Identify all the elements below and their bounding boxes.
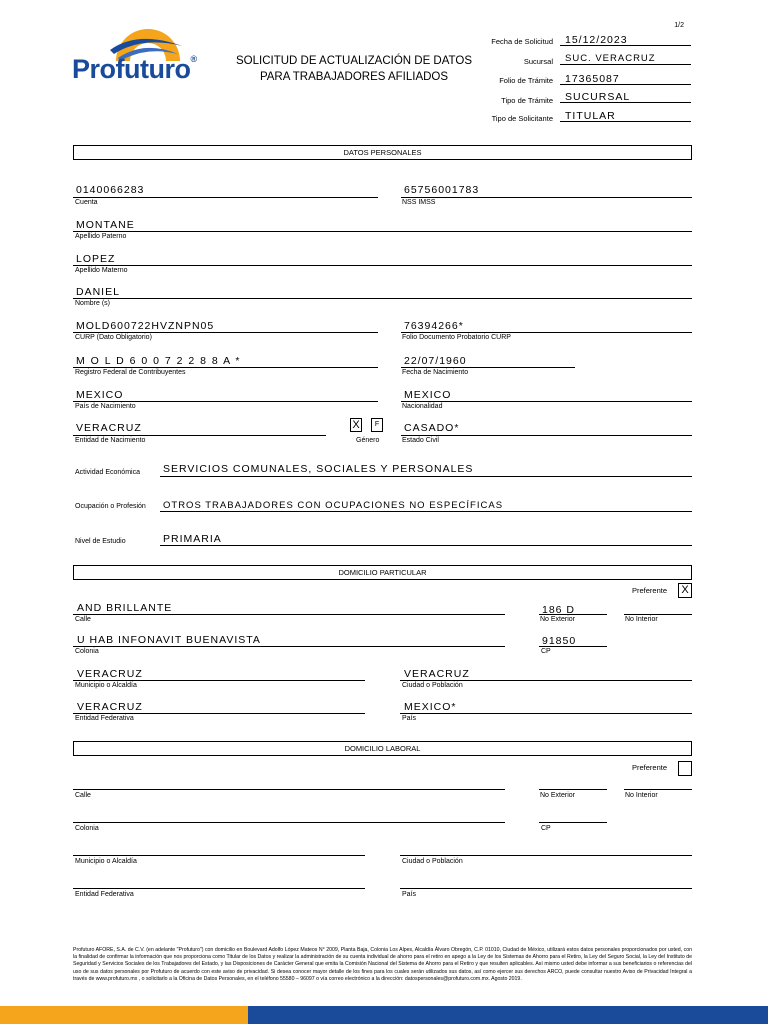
no-exterior-laboral-line xyxy=(539,789,607,790)
folio-tramite-line xyxy=(560,84,691,85)
no-interior-laboral-line xyxy=(624,789,692,790)
actividad-economica-label: Actividad Económica xyxy=(75,469,140,476)
curp-line xyxy=(73,332,378,333)
preferente-particular-checkbox[interactable]: X xyxy=(678,583,692,598)
sucursal-line xyxy=(560,64,691,65)
ciudad-particular-line xyxy=(400,680,692,681)
registered-mark: ® xyxy=(190,54,197,64)
cuenta-line xyxy=(73,197,378,198)
preferente-laboral-label: Preferente xyxy=(632,763,668,772)
ciudad-laboral-label: Ciudad o Población xyxy=(402,858,463,865)
nombre-label: Nombre (s) xyxy=(75,300,111,307)
entidad-nacimiento-label: Entidad de Nacimiento xyxy=(75,437,146,444)
apellido-paterno-value[interactable]: MONTANE xyxy=(76,219,135,231)
fecha-nacimiento-value[interactable]: 22/07/1960 xyxy=(404,355,467,367)
pais-particular-line xyxy=(400,713,692,714)
ocupacion-line xyxy=(160,511,692,512)
entidad-laboral-line xyxy=(73,888,365,889)
cp-particular-label: CP xyxy=(541,648,551,655)
section-domicilio-particular: DOMICILIO PARTICULAR xyxy=(73,565,692,580)
cp-laboral-line xyxy=(539,822,607,823)
colonia-particular-line xyxy=(73,646,505,647)
nacionalidad-line xyxy=(401,401,692,402)
fecha-solicitud-line xyxy=(560,45,691,46)
nivel-estudio-line xyxy=(160,545,692,546)
nss-value[interactable]: 65756001783 xyxy=(404,184,480,196)
genero-f-checkbox[interactable]: F xyxy=(371,418,383,432)
apellido-paterno-line xyxy=(73,231,692,232)
rfc-line xyxy=(73,367,378,368)
folio-curp-line xyxy=(401,332,692,333)
pais-particular-value[interactable]: MEXICO* xyxy=(404,701,457,713)
calle-particular-label: Calle xyxy=(75,616,91,623)
ciudad-laboral-line xyxy=(400,855,692,856)
calle-laboral-line xyxy=(73,789,505,790)
nombre-line xyxy=(73,298,692,299)
nss-line xyxy=(401,197,692,198)
folio-tramite-label: Folio de Trámite xyxy=(499,76,553,85)
folio-curp-value[interactable]: 76394266* xyxy=(404,320,464,332)
preferente-particular-label: Preferente xyxy=(632,586,668,595)
nacionalidad-label: Nacionalidad xyxy=(402,403,443,410)
entidad-particular-value[interactable]: VERACRUZ xyxy=(77,701,143,713)
pais-particular-label: País xyxy=(402,715,417,722)
actividad-economica-value[interactable]: SERVICIOS COMUNALES, SOCIALES Y PERSONALES xyxy=(163,463,474,475)
nivel-estudio-value[interactable]: PRIMARIA xyxy=(163,533,222,545)
no-interior-laboral-label: No Interior xyxy=(625,792,658,799)
genero-label: Género xyxy=(356,437,380,444)
ocupacion-label: Ocupación o Profesión xyxy=(75,503,146,510)
tipo-tramite-line xyxy=(560,102,691,103)
no-exterior-laboral-label: No Exterior xyxy=(540,792,576,799)
fecha-nacimiento-line xyxy=(401,367,575,368)
footer-bar-blue xyxy=(248,1006,768,1024)
folio-tramite-value[interactable]: 17365087 xyxy=(565,73,620,85)
municipio-particular-label: Municipio o Alcaldía xyxy=(75,682,137,689)
nombre-value[interactable]: DANIEL xyxy=(76,286,120,298)
rfc-value[interactable]: M O L D 6 0 0 7 2 2 8 8 A * xyxy=(76,355,242,367)
section-datos-personales: DATOS PERSONALES xyxy=(73,145,692,160)
rfc-label: Registro Federal de Contribuyentes xyxy=(75,369,186,376)
pais-laboral-label: País xyxy=(402,891,417,898)
privacy-notice: Profuturo AFORE, S.A. de C.V. (en adelante "Profuturo") con domicilio en Boulevard Adolfo López Mateos N° 2009, Planta Baja, Colonia Los Alpes, Alcaldía Álvaro Obregón, C.P. 01010, Ciudad de México, utilizará estos datos personales proporcionados por usted, con la finalidad de confirmar la información que nos proporciona como Titular de los Datos y realizar la administración de su cuenta individual de ahorro para el retiro en apego a la Ley de los Sistemas de Ahorro para el Retiro, la Ley del Seguro Social, la Ley del Instituto de Seguridad y Servicios Sociales de los Trabajadores del Estado, y las Disposiciones de Carácter General que emita la Comisión Nacional del Sistema de Ahorro para el Retiro y que resulten aplicables. Así mismo usted debe informar a sus beneficiarios o referencias del uso de sus datos personales por Profuturo de acuerdo con este aviso de privacidad. Si desea conocer mayor detalle de los fines para los cuales serán utilizados sus datos, así como ejercer sus derechos ARCO, puede consultar nuestro Aviso de Privacidad Integral a través de www.profuturo.mx , o solicitarlo a la Oficina de Datos Personales, en el teléfono 55580 – 96097 o vía correo electrónico a la dirección: datospersonales@profuturo.com.mx. Agosto 2019. xyxy=(73,947,692,982)
cp-particular-value[interactable]: 91850 xyxy=(542,635,577,647)
tipo-solicitante-value[interactable]: TITULAR xyxy=(565,110,616,122)
pais-nacimiento-line xyxy=(73,401,378,402)
pais-laboral-line xyxy=(400,888,692,889)
estado-civil-value[interactable]: CASADO* xyxy=(404,422,460,434)
municipio-particular-line xyxy=(73,680,365,681)
apellido-materno-label: Apellido Materno xyxy=(75,267,128,274)
actividad-economica-line xyxy=(160,476,692,477)
no-exterior-particular-line xyxy=(539,614,607,615)
no-exterior-particular-value[interactable]: 186 D xyxy=(542,604,576,616)
entidad-laboral-label: Entidad Federativa xyxy=(75,891,134,898)
folio-curp-label: Folio Documento Probatorio CURP xyxy=(402,334,511,341)
footer-bar-orange xyxy=(0,1006,248,1024)
cp-laboral-label: CP xyxy=(541,825,551,832)
page-number: 1/2 xyxy=(674,22,684,29)
title-line-1: SOLICITUD DE ACTUALIZACIÓN DE DATOS xyxy=(235,55,472,67)
cp-particular-line xyxy=(539,646,607,647)
apellido-materno-value[interactable]: LOPEZ xyxy=(76,253,116,265)
form-title xyxy=(228,53,480,85)
entidad-nacimiento-value[interactable]: VERACRUZ xyxy=(76,422,142,434)
sucursal-label: Sucursal xyxy=(523,57,553,66)
tipo-solicitante-line xyxy=(560,121,691,122)
tipo-tramite-label: Tipo de Trámite xyxy=(501,96,553,105)
estado-civil-line xyxy=(401,435,692,436)
ciudad-particular-value[interactable]: VERACRUZ xyxy=(404,668,470,680)
cuenta-label: Cuenta xyxy=(75,199,98,206)
ciudad-particular-label: Ciudad o Población xyxy=(402,682,463,689)
curp-label: CURP (Dato Obligatorio) xyxy=(75,334,152,341)
curp-value[interactable]: MOLD600722HVZNPN05 xyxy=(76,320,215,332)
municipio-particular-value[interactable]: VERACRUZ xyxy=(77,668,143,680)
calle-particular-line xyxy=(73,614,505,615)
nss-label: NSS IMSS xyxy=(402,199,436,206)
entidad-particular-label: Entidad Federativa xyxy=(75,715,134,722)
municipio-laboral-line xyxy=(73,855,365,856)
entidad-nacimiento-line xyxy=(73,435,326,436)
title-line-2: PARA TRABAJADORES AFILIADOS xyxy=(259,71,449,83)
sucursal-value[interactable]: SUC. VERACRUZ xyxy=(565,53,656,64)
nacionalidad-value[interactable]: MEXICO xyxy=(404,389,452,401)
colonia-laboral-label: Colonia xyxy=(75,825,99,832)
brand-name xyxy=(72,54,197,85)
brand-text: Profuturo xyxy=(72,54,191,84)
estado-civil-label: Estado Civil xyxy=(402,437,439,444)
apellido-materno-line xyxy=(73,265,692,266)
pais-nacimiento-value[interactable]: MEXICO xyxy=(76,389,124,401)
calle-laboral-label: Calle xyxy=(75,792,91,799)
fecha-solicitud-label: Fecha de Solicitud xyxy=(491,37,553,46)
preferente-laboral-checkbox[interactable] xyxy=(678,761,692,776)
fecha-solicitud-value[interactable]: 15/12/2023 xyxy=(565,34,628,46)
fecha-nacimiento-label: Fecha de Nacimiento xyxy=(402,369,469,376)
colonia-laboral-line xyxy=(73,822,505,823)
no-interior-particular-label: No Interior xyxy=(625,616,658,623)
municipio-laboral-label: Municipio o Alcaldía xyxy=(75,858,137,865)
no-exterior-particular-label: No Exterior xyxy=(540,616,576,623)
genero-m-checkbox[interactable]: X xyxy=(350,418,362,432)
ocupacion-value[interactable]: OTROS TRABAJADORES CON OCUPACIONES NO ESPECÍFICAS xyxy=(163,500,504,511)
calle-particular-value[interactable]: AND BRILLANTE xyxy=(77,602,173,614)
cuenta-value[interactable]: 0140066283 xyxy=(76,184,145,196)
pais-nacimiento-label: País de Nacimiento xyxy=(75,403,136,410)
section-domicilio-laboral: DOMICILIO LABORAL xyxy=(73,741,692,756)
profuturo-logo xyxy=(72,28,202,84)
apellido-paterno-label: Apellido Paterno xyxy=(75,233,127,240)
colonia-particular-label: Colonia xyxy=(75,648,99,655)
no-interior-particular-line xyxy=(624,614,692,615)
colonia-particular-value[interactable]: U HAB INFONAVIT BUENAVISTA xyxy=(77,634,261,646)
entidad-particular-line xyxy=(73,713,365,714)
nivel-estudio-label: Nivel de Estudio xyxy=(75,538,126,545)
tipo-tramite-value[interactable]: SUCURSAL xyxy=(565,91,631,103)
tipo-solicitante-label: Tipo de Solicitante xyxy=(491,114,553,123)
